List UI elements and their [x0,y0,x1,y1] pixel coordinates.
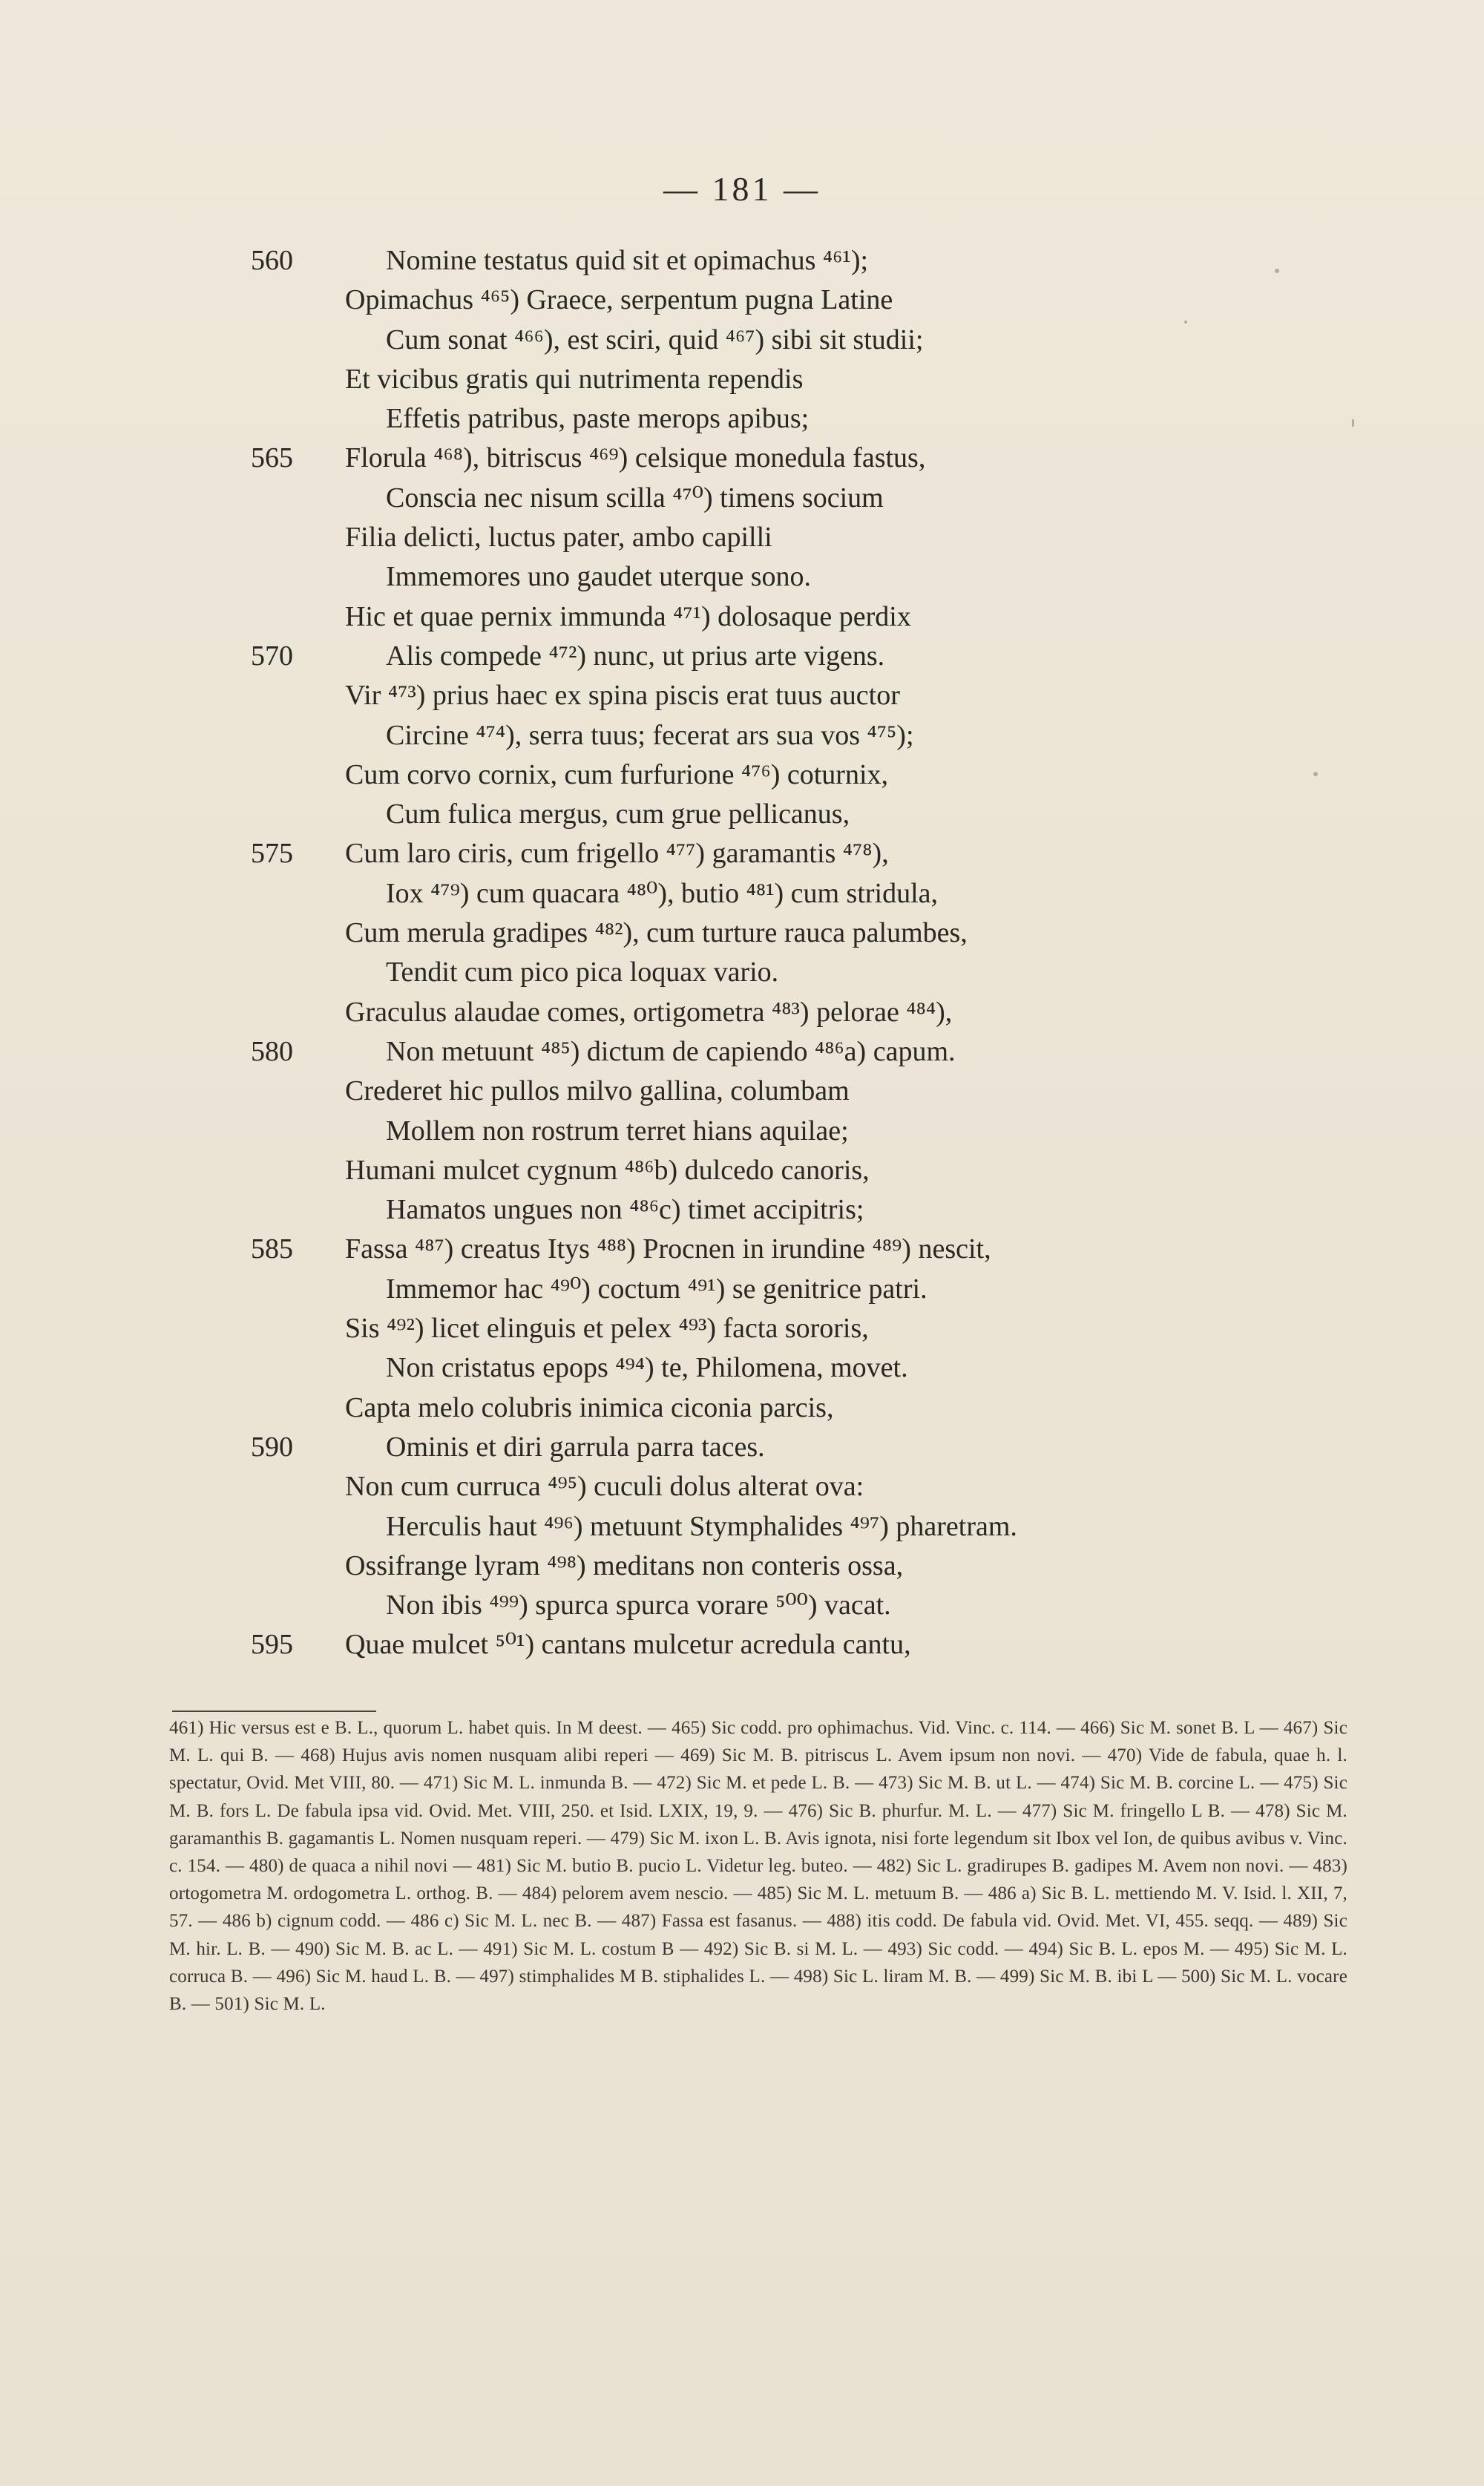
line-number: 585 [251,1233,293,1265]
verse-text: Non metuunt ⁴⁸⁵) dictum de capiendo ⁴⁸⁶a) capum. [386,1035,956,1067]
verse-text: Cum sonat ⁴⁶⁶), est sciri, quid ⁴⁶⁷) sibi sit studii; [386,324,924,355]
verse-text: Quae mulcet ⁵⁰¹) cantans mulcetur acredula cantu, [345,1629,911,1661]
verse-text: Hamatos ungues non ⁴⁸⁶c) timet accipitris; [386,1194,864,1226]
verse-line [0,993,1484,1032]
verse-text: Filia delicti, luctus pater, ambo capilli [345,522,772,554]
verse-text: Tendit cum pico pica loquax vario. [386,957,779,988]
verse-line [0,874,1484,914]
verse-block [0,241,1484,1665]
verse-line [0,439,1484,478]
verse-text: Immemores uno gaudet uterque sono. [386,561,812,593]
paper-speck [1352,419,1354,427]
verse-text: Mollem non rostrum terret hians aquilae; [386,1115,849,1147]
verse-text: Cum corvo cornix, cum furfurione ⁴⁷⁶) coturnix, [345,758,889,790]
footnotes: 461) Hic versus est e B. L., quorum L. habet quis. In M deest. — 465) Sic codd. pro ophimachus. Vid. Vinc. c. 114. — 466) Sic M. sonet B. L — 467) Sic M. L. qui B. — 468) Hujus avis nomen nusquam alibi reperi — 469) Sic M. B. pitriscus L. Avem ipsum non novi. — 470) Vide de fabula, quae h. l. spectatur, Ovid. Met VIII, 80. — 471) Sic M. L. inmunda B. — 472) Sic M. et pede L. B. — 473) Sic M. B. ut L. — 474) Sic M. B. corcine L. — 475) Sic M. B. fors L. De fabula ipsa vid. Ovid. Met. VIII, 250. et Isid. LXIX, 19, 9. — 476) Sic B. phurfur. M. L. — 477) Sic M. fringello L B. — 478) Sic M. garamanthis B. gagamantis L. Nomen nusquam reperi. — 479) Sic M. ixon L. B. Avis ignota, nisi forte legendum sit Ibox vel Ion, de quibus avibus v. Vinc. c. 154. — 480) de quaca a nihil novi — 481) Sic M. butio B. pucio L. Videtur leg. buteo. — 482) Sic L. gradirupes B. gadipes M. Avem non novi. — 483) ortogometra M. ordogometra L. orthog. B. — 484) pelorem avem nescio. — 485) Sic M. L. metuum B. — 486 a) Sic B. L. mettiendo M. V. Isid. l. XII, 7, 57. — 486 b) cignum codd. — 486 c) Sic M. L. nec B. — 487) Fassa est fasanus. — 488) itis codd. De fabula vid. Ovid. Met. VI, 455. seqq. — 489) Sic M. hir. L. B. — 490) Sic M. B. ac L. — 491) Sic M. L. costum B — 492) Sic B. si M. L. — 493) Sic codd. — 494) Sic B. L. epos M. — 495) Sic M. L. corruca B. — 496) Sic M. haud L. B. — 497) stimphalides M B. stiphalides L. — 498) Sic L. liram M. B. — 499) Sic M. B. ibi L — 500) Sic M. L. vocare B. — 501) Sic M. L. [169,1718,1347,2015]
verse-text: Nomine testatus quid sit et opimachus ⁴⁶¹); [386,245,869,276]
footnote-rule [172,1711,376,1712]
verse-text: Cum laro ciris, cum frigello ⁴⁷⁷) garamantis ⁴⁷⁸), [345,838,889,870]
verse-line [0,557,1484,597]
verse-text: Iox ⁴⁷⁹) cum quacara ⁴⁸⁰), butio ⁴⁸¹) cum stridula, [386,877,939,909]
verse-line [0,321,1484,360]
verse-line [0,1230,1484,1269]
verse-line [0,281,1484,320]
verse-line [0,637,1484,676]
verse-text: Vir ⁴⁷³) prius haec ex spina piscis erat tuus auctor [345,680,900,712]
verse-text: Florula ⁴⁶⁸), bitriscus ⁴⁶⁹) celsique monedula fastus, [345,442,926,474]
verse-line [0,1032,1484,1072]
verse-text: Fassa ⁴⁸⁷) creatus Itys ⁴⁸⁸) Procnen in irundine ⁴⁸⁹) nescit, [345,1233,991,1265]
verse-line [0,1151,1484,1190]
line-number: 595 [251,1629,293,1661]
verse-text: Conscia nec nisum scilla ⁴⁷⁰) timens socium [386,482,884,514]
verse-line [0,399,1484,439]
line-number: 570 [251,640,293,672]
verse-text: Crederet hic pullos milvo gallina, columbam [345,1075,850,1107]
verse-line [0,914,1484,953]
verse-line [0,1467,1484,1506]
verse-text: Opimachus ⁴⁶⁵) Graece, serpentum pugna Latine [345,284,893,316]
verse-line [0,1072,1484,1111]
verse-line [0,1625,1484,1665]
verse-text: Cum fulica mergus, cum grue pellicanus, [386,798,850,830]
verse-line [0,518,1484,557]
verse-text: Sis ⁴⁹²) licet elinguis et pelex ⁴⁹³) facta sororis, [345,1313,869,1345]
verse-line [0,479,1484,518]
verse-line [0,1112,1484,1151]
page-number: — 181 — [663,170,821,208]
verse-line [0,1547,1484,1586]
verse-text: Effetis patribus, paste merops apibus; [386,403,810,435]
verse-text: Humani mulcet cygnum ⁴⁸⁶b) dulcedo canoris, [345,1154,870,1186]
verse-line [0,953,1484,992]
verse-text: Herculis haut ⁴⁹⁶) metuunt Stymphalides ⁴⁹⁷) pharetram. [386,1510,1017,1542]
line-number: 560 [251,245,293,276]
verse-line [0,1507,1484,1547]
verse-line [0,1586,1484,1625]
line-number: 580 [251,1035,293,1067]
verse-text: Graculus alaudae comes, ortigometra ⁴⁸³) pelorae ⁴⁸⁴), [345,996,953,1028]
verse-line [0,676,1484,715]
verse-line [0,1348,1484,1388]
line-number: 565 [251,442,293,474]
verse-line [0,834,1484,873]
verse-text: Ossifrange lyram ⁴⁹⁸) meditans non conteris ossa, [345,1549,904,1581]
verse-line [0,597,1484,637]
paper-speck [1275,269,1279,273]
verse-line [0,795,1484,834]
verse-line [0,360,1484,399]
verse-text: Hic et quae pernix immunda ⁴⁷¹) dolosaque perdix [345,600,911,632]
verse-line [0,716,1484,755]
verse-line [0,241,1484,281]
verse-text: Alis compede ⁴⁷²) nunc, ut prius arte vigens. [386,640,885,672]
verse-text: Non cristatus epops ⁴⁹⁴) te, Philomena, movet. [386,1352,908,1384]
verse-text: Ominis et diri garrula parra taces. [386,1431,765,1463]
verse-text: Non ibis ⁴⁹⁹) spurca spurca vorare ⁵⁰⁰) vacat. [386,1590,891,1621]
verse-text: Capta melo colubris inimica ciconia parcis, [345,1391,834,1423]
verse-line [0,755,1484,795]
paper-speck [1184,321,1187,324]
verse-text: Cum merula gradipes ⁴⁸²), cum turture rauca palumbes, [345,917,968,949]
verse-line [0,1270,1484,1309]
verse-line [0,1190,1484,1230]
verse-text: Et vicibus gratis qui nutrimenta rependis [345,363,804,395]
verse-line [0,1309,1484,1348]
verse-line [0,1428,1484,1467]
line-number: 575 [251,838,293,870]
verse-text: Circine ⁴⁷⁴), serra tuus; fecerat ars sua vos ⁴⁷⁵); [386,719,914,751]
verse-text: Non cum curruca ⁴⁹⁵) cuculi dolus alterat ova: [345,1471,864,1503]
verse-line [0,1388,1484,1428]
verse-text: Immemor hac ⁴⁹⁰) coctum ⁴⁹¹) se genitrice patri. [386,1273,928,1305]
paper-speck [1313,772,1318,776]
line-number: 590 [251,1431,293,1463]
